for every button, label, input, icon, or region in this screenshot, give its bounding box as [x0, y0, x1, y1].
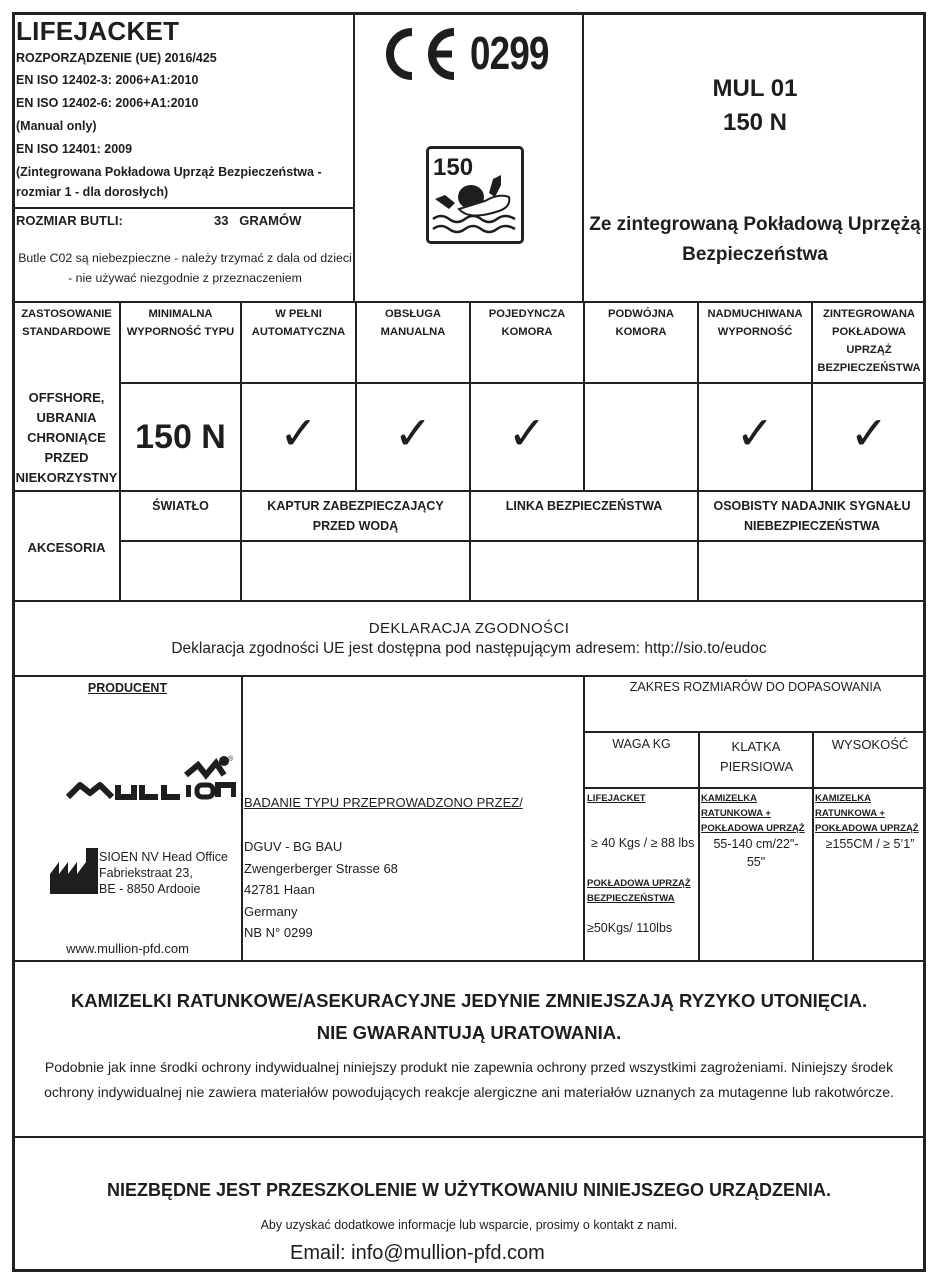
testing-line: Zwengerberger Strasse 68	[244, 860, 398, 876]
contact-email-link[interactable]: Email: info@mullion-pfd.com	[290, 1242, 545, 1264]
weight-label: LIFEJACKET	[587, 793, 646, 804]
warning-text: Podobnie jak inne środki ochrony indywidualnej niniejszy produkt nie zapewnia ochrony przed wszystkimi zagrożeniami. Niniejszy środek ochrony indywidualnej nie zawiera materiałów powodujących reakcje alergiczne ani materiałów uznanych za mutagenne lub rakotwórcze.	[44, 1059, 894, 1100]
divider	[12, 207, 354, 209]
check-icon: ✓	[507, 407, 547, 459]
sizes-header: WAGA KG	[612, 737, 671, 751]
divider	[119, 540, 926, 542]
sizes-header: WYSOKOŚĆ	[831, 737, 909, 752]
testing-line: 42781 Haan	[244, 882, 315, 897]
sizes-title: ZAKRES ROZMIARÓW DO DOPASOWANIA	[629, 680, 882, 694]
producer-address	[99, 849, 228, 897]
feature-header: PODWÓJNA KOMORA	[608, 308, 674, 338]
divider	[12, 1136, 926, 1138]
model-buoyancy: 150 N	[722, 109, 788, 136]
divider	[241, 675, 243, 961]
divider	[583, 731, 926, 733]
model-name	[586, 72, 924, 140]
divider	[119, 382, 926, 384]
standard-line: EN ISO 12401: 2009	[16, 142, 133, 156]
divider	[12, 600, 926, 602]
standard-use: OFFSHORE, UBRANIA CHRONIĄCE PRZED NIEKORZYSTNY	[15, 390, 118, 485]
declaration-text: Deklaracja zgodności UE jest dostępna pod następującym adresem: http://sio.to/eudoc	[171, 640, 767, 657]
accessory-header: ŚWIATŁO	[152, 499, 209, 513]
warning-headline-line: NIE GWARANTUJĄ URATOWANIA.	[316, 1022, 622, 1043]
feature-header: MINIMALNA WYPORNOŚĆ TYPU	[126, 308, 235, 338]
feature-header: POJEDYNCZA KOMORA	[488, 308, 566, 338]
weight-value: ≥50Kgs/ 110lbs	[587, 921, 673, 935]
feature-header: ZINTEGROWANA POKŁADOWA UPRZĄŻ BEZPIECZEŃSTWA	[817, 308, 921, 374]
declaration-title: DEKLARACJA ZGODNOŚCI	[368, 620, 570, 637]
accessories-label: AKCESORIA	[27, 540, 106, 555]
feature-header: W PEŁNI AUTOMATYCZNA	[251, 308, 346, 338]
address-line: BE - 8850 Ardooie	[99, 882, 201, 896]
lifejacket-150-pictogram-icon	[426, 146, 524, 244]
accessory-header: OSOBISTY NADAJNIK SYGNAŁU NIEBEZPIECZEŃSTWA	[713, 499, 911, 533]
check-icon: ✓	[849, 407, 889, 459]
standard-line: (Manual only)	[16, 119, 97, 133]
testing-line: DGUV - BG BAU	[244, 839, 343, 854]
contact-info: Aby uzyskać dodatkowe informacje lub wsparcie, prosimy o kontakt z nami.	[260, 1218, 678, 1232]
model-code: MUL 01	[712, 75, 798, 102]
divider	[12, 675, 926, 677]
mullion-logo-icon	[66, 753, 236, 810]
divider	[583, 787, 926, 789]
divider	[582, 12, 584, 302]
bottle-size-label: ROZMIAR BUTLI:	[16, 213, 123, 228]
feature-header: OBSŁUGA MANUALNA	[380, 308, 446, 338]
weight-label: POKŁADOWA UPRZĄŻ BEZPIECZEŃSTWA	[587, 878, 691, 904]
chest-label: KAMIZELKA RATUNKOWA + POKŁADOWA UPRZĄŻ	[701, 793, 805, 834]
height-value: ≥155CM / ≥ 5’1”	[825, 837, 915, 851]
divider	[12, 490, 926, 492]
bottle-warning: Butle C02 są niebezpieczne - należy trzymać z dala od dzieci - nie używać niezgodnie z przeznaczeniem	[18, 251, 352, 285]
testing-label: BADANIE TYPU PRZEPROWADZONO PRZEZ/	[244, 795, 523, 810]
chest-value: 55-140 cm/22"- 55"	[713, 837, 799, 869]
svg-text:150: 150	[433, 154, 474, 181]
producer-website-link[interactable]: www.mullion-pfd.com	[66, 941, 189, 956]
sizes-header: KLATKA PIERSIOWA	[720, 739, 794, 774]
accessory-header: KAPTUR ZABEZPIECZAJĄCY PRZED WODĄ	[267, 499, 444, 533]
producer-label: PRODUCENT	[87, 681, 168, 695]
check-icon: ✓	[393, 407, 433, 459]
testing-line: Germany	[244, 903, 298, 919]
address-line: SIOEN NV Head Office	[99, 850, 228, 864]
warning-headline-line: KAMIZELKI RATUNKOWE/ASEKURACYJNE JEDYNIE ZMNIEJSZAJĄ RYZYKO UTONIĘCIA.	[70, 990, 868, 1011]
standard-line: EN ISO 12402-3: 2006+A1:2010	[16, 73, 199, 87]
address-line: Fabriekstraat 23,	[99, 866, 193, 880]
testing-line: NB N° 0299	[244, 925, 313, 940]
divider	[12, 960, 926, 962]
ce-number: 0299	[470, 27, 549, 79]
bottle-size-value: 33 GRAMÓW	[214, 213, 302, 228]
divider	[583, 675, 585, 961]
svg-text:®: ®	[228, 756, 234, 763]
feature-header: ZASTOSOWANIE STANDARDOWE	[21, 308, 112, 338]
product-title: LIFEJACKET	[16, 16, 180, 46]
height-label: KAMIZELKA RATUNKOWA + POKŁADOWA UPRZĄŻ	[815, 793, 919, 834]
training-headline: NIEZBĘDNE JEST PRZESZKOLENIE W UŻYTKOWANIU NINIEJSZEGO URZĄDZENIA.	[106, 1180, 832, 1200]
standard-line: EN ISO 12402-6: 2006+A1:2010	[16, 96, 199, 110]
testing-address	[244, 836, 398, 944]
standard-line: rozmiar 1 - dla dorosłych)	[16, 185, 169, 199]
accessory-header: LINKA BEZPIECZEŃSTWA	[505, 499, 663, 513]
feature-header: NADMUCHIWANA WYPORNOŚĆ	[707, 308, 803, 338]
check-icon: ✓	[279, 407, 318, 459]
min-buoyancy-value: 150 N	[135, 418, 226, 456]
manufacturer-icon	[50, 848, 98, 899]
standard-line: ROZPORZĄDZENIE (UE) 2016/425	[16, 51, 217, 65]
standard-line: (Zintegrowana Pokładowa Uprząż Bezpieczeństwa -	[16, 165, 322, 179]
check-icon: ✓	[735, 407, 775, 459]
weight-value: ≥ 40 Kgs / ≥ 88 lbs	[591, 836, 695, 850]
warning-headline	[14, 985, 924, 1049]
model-subtitle: Ze zintegrowaną Pokładową Uprzężą Bezpieczeństwa	[589, 214, 921, 265]
